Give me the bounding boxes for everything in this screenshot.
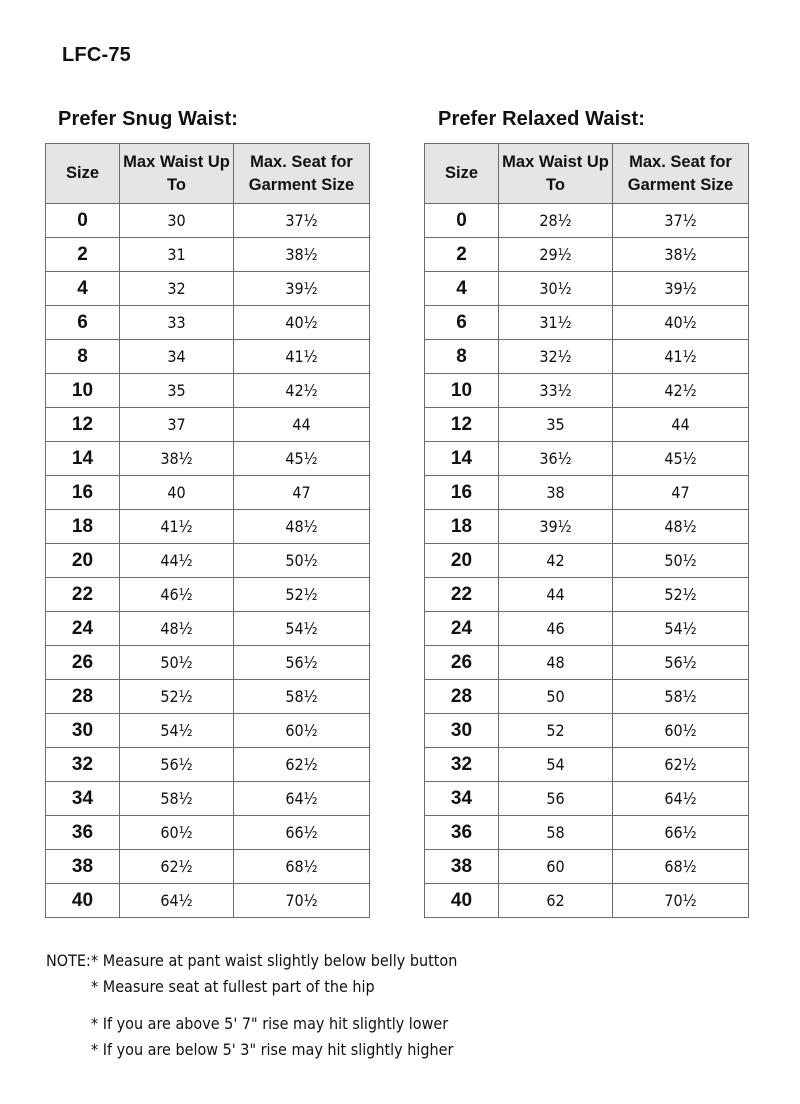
- max-waist-cell: 38½: [120, 442, 234, 476]
- max-seat-cell: 42½: [234, 374, 370, 408]
- table-row: [46, 680, 370, 714]
- table-row: [46, 272, 370, 306]
- max-seat-cell: 44: [234, 408, 370, 442]
- table-row: [46, 884, 370, 918]
- size-cell: 32: [46, 748, 120, 782]
- max-seat-cell: 47: [234, 476, 370, 510]
- size-cell: 30: [425, 714, 499, 748]
- max-seat-cell: 45½: [234, 442, 370, 476]
- size-cell: 32: [425, 748, 499, 782]
- size-cell: 40: [425, 884, 499, 918]
- max-seat-cell: 66½: [234, 816, 370, 850]
- table-row: [46, 476, 370, 510]
- max-waist-cell: 32½: [499, 340, 613, 374]
- size-cell: 0: [46, 204, 120, 238]
- max-waist-cell: 30: [120, 204, 234, 238]
- max-waist-cell: 52: [499, 714, 613, 748]
- size-cell: 16: [425, 476, 499, 510]
- max-seat-cell: 52½: [234, 578, 370, 612]
- table-row: [425, 204, 749, 238]
- relaxed-waist-heading: Prefer Relaxed Waist:: [438, 108, 645, 130]
- max-seat-cell: 52½: [613, 578, 749, 612]
- size-cell: 26: [425, 646, 499, 680]
- max-waist-cell: 42: [499, 544, 613, 578]
- max-waist-cell: 60½: [120, 816, 234, 850]
- max-seat-cell: 56½: [613, 646, 749, 680]
- snug-waist-table: [45, 143, 370, 918]
- max-seat-cell: 54½: [234, 612, 370, 646]
- size-cell: 2: [46, 238, 120, 272]
- max-seat-cell: 58½: [234, 680, 370, 714]
- table-row: [46, 374, 370, 408]
- size-cell: 28: [425, 680, 499, 714]
- max-waist-cell: 37: [120, 408, 234, 442]
- max-waist-cell: 48: [499, 646, 613, 680]
- note-label: NOTE:: [46, 951, 91, 970]
- size-cell: 4: [425, 272, 499, 306]
- max-waist-cell: 46: [499, 612, 613, 646]
- table-header-row: [425, 144, 749, 204]
- size-cell: 20: [425, 544, 499, 578]
- table-row: [425, 510, 749, 544]
- table-row: [46, 544, 370, 578]
- max-seat-cell: 68½: [613, 850, 749, 884]
- max-waist-cell: 50½: [120, 646, 234, 680]
- size-cell: 36: [425, 816, 499, 850]
- max-seat-cell: 48½: [234, 510, 370, 544]
- max-seat-cell: 62½: [234, 748, 370, 782]
- table-row: [46, 782, 370, 816]
- size-cell: 38: [46, 850, 120, 884]
- max-waist-column-header: Max Waist Up To: [499, 144, 613, 204]
- note-line: * If you are above 5' 7" rise may hit slightly lower: [91, 1014, 449, 1033]
- size-cell: 38: [425, 850, 499, 884]
- max-waist-cell: 56½: [120, 748, 234, 782]
- size-cell: 18: [425, 510, 499, 544]
- max-seat-cell: 68½: [234, 850, 370, 884]
- max-seat-cell: 50½: [234, 544, 370, 578]
- table-row: [46, 646, 370, 680]
- max-waist-cell: 46½: [120, 578, 234, 612]
- size-cell: 12: [46, 408, 120, 442]
- max-waist-cell: 62½: [120, 850, 234, 884]
- size-column-header: Size: [46, 144, 120, 204]
- max-seat-cell: 44: [613, 408, 749, 442]
- max-seat-cell: 37½: [234, 204, 370, 238]
- max-waist-cell: 29½: [499, 238, 613, 272]
- table-row: [46, 306, 370, 340]
- size-cell: 36: [46, 816, 120, 850]
- max-seat-cell: 50½: [613, 544, 749, 578]
- size-cell: 10: [425, 374, 499, 408]
- table-row: [425, 238, 749, 272]
- max-waist-cell: 54: [499, 748, 613, 782]
- max-waist-cell: 31½: [499, 306, 613, 340]
- max-seat-cell: 70½: [234, 884, 370, 918]
- relaxed-waist-table: [424, 143, 749, 918]
- size-cell: 28: [46, 680, 120, 714]
- max-waist-cell: 35: [120, 374, 234, 408]
- max-waist-cell: 34: [120, 340, 234, 374]
- max-waist-cell: 58: [499, 816, 613, 850]
- max-seat-cell: 58½: [613, 680, 749, 714]
- max-seat-cell: 42½: [613, 374, 749, 408]
- max-waist-cell: 62: [499, 884, 613, 918]
- size-column-header: Size: [425, 144, 499, 204]
- table-row: [46, 816, 370, 850]
- max-seat-cell: 47: [613, 476, 749, 510]
- size-cell: 8: [425, 340, 499, 374]
- table-row: [46, 850, 370, 884]
- max-seat-cell: 54½: [613, 612, 749, 646]
- note-line: * Measure seat at fullest part of the hip: [91, 977, 375, 996]
- size-cell: 6: [46, 306, 120, 340]
- max-waist-cell: 64½: [120, 884, 234, 918]
- table-row: [425, 816, 749, 850]
- max-waist-cell: 52½: [120, 680, 234, 714]
- size-cell: 40: [46, 884, 120, 918]
- max-waist-cell: 32: [120, 272, 234, 306]
- table-row: [425, 748, 749, 782]
- max-waist-cell: 60: [499, 850, 613, 884]
- max-waist-cell: 33½: [499, 374, 613, 408]
- table-row: [46, 238, 370, 272]
- table-row: [425, 782, 749, 816]
- size-cell: 14: [46, 442, 120, 476]
- size-cell: 2: [425, 238, 499, 272]
- size-cell: 4: [46, 272, 120, 306]
- table-row: [425, 306, 749, 340]
- max-seat-cell: 38½: [234, 238, 370, 272]
- table-row: [425, 544, 749, 578]
- max-seat-cell: 45½: [613, 442, 749, 476]
- max-seat-cell: 39½: [234, 272, 370, 306]
- table-row: [425, 340, 749, 374]
- max-waist-cell: 35: [499, 408, 613, 442]
- table-row: [46, 714, 370, 748]
- size-cell: 0: [425, 204, 499, 238]
- size-cell: 20: [46, 544, 120, 578]
- max-seat-cell: 64½: [234, 782, 370, 816]
- table-row: [46, 510, 370, 544]
- size-cell: 34: [46, 782, 120, 816]
- snug-waist-heading: Prefer Snug Waist:: [58, 108, 238, 130]
- max-seat-cell: 64½: [613, 782, 749, 816]
- max-seat-cell: 40½: [613, 306, 749, 340]
- size-cell: 30: [46, 714, 120, 748]
- table-row: [425, 442, 749, 476]
- max-seat-column-header: Max. Seat for Garment Size: [234, 144, 370, 204]
- size-cell: 10: [46, 374, 120, 408]
- size-cell: 18: [46, 510, 120, 544]
- max-waist-cell: 56: [499, 782, 613, 816]
- size-cell: 26: [46, 646, 120, 680]
- max-seat-column-header: Max. Seat for Garment Size: [613, 144, 749, 204]
- table-row: [425, 408, 749, 442]
- max-waist-cell: 54½: [120, 714, 234, 748]
- table-header-row: [46, 144, 370, 204]
- table-row: [425, 476, 749, 510]
- max-waist-cell: 36½: [499, 442, 613, 476]
- table-row: [425, 884, 749, 918]
- table-row: [425, 374, 749, 408]
- size-cell: 12: [425, 408, 499, 442]
- table-row: [425, 612, 749, 646]
- table-row: [425, 272, 749, 306]
- max-waist-cell: 31: [120, 238, 234, 272]
- max-seat-cell: 66½: [613, 816, 749, 850]
- table-row: [46, 204, 370, 238]
- table-row: [425, 578, 749, 612]
- note-line: * Measure at pant waist slightly below belly button: [91, 951, 458, 970]
- max-seat-cell: 39½: [613, 272, 749, 306]
- table-row: [425, 646, 749, 680]
- table-row: [46, 408, 370, 442]
- size-cell: 16: [46, 476, 120, 510]
- max-waist-cell: 39½: [499, 510, 613, 544]
- max-seat-cell: 40½: [234, 306, 370, 340]
- table-row: [425, 680, 749, 714]
- max-waist-cell: 50: [499, 680, 613, 714]
- max-seat-cell: 60½: [613, 714, 749, 748]
- max-seat-cell: 41½: [234, 340, 370, 374]
- size-cell: 24: [425, 612, 499, 646]
- size-cell: 14: [425, 442, 499, 476]
- max-waist-cell: 28½: [499, 204, 613, 238]
- max-seat-cell: 38½: [613, 238, 749, 272]
- max-seat-cell: 41½: [613, 340, 749, 374]
- max-waist-cell: 40: [120, 476, 234, 510]
- size-cell: 22: [46, 578, 120, 612]
- table-row: [46, 442, 370, 476]
- max-waist-cell: 41½: [120, 510, 234, 544]
- table-row: [425, 714, 749, 748]
- max-seat-cell: 60½: [234, 714, 370, 748]
- max-seat-cell: 48½: [613, 510, 749, 544]
- model-title: LFC-75: [62, 44, 131, 66]
- max-seat-cell: 62½: [613, 748, 749, 782]
- size-cell: 6: [425, 306, 499, 340]
- table-row: [46, 748, 370, 782]
- note-line: * If you are below 5' 3" rise may hit slightly higher: [91, 1040, 454, 1059]
- max-waist-cell: 33: [120, 306, 234, 340]
- table-row: [425, 850, 749, 884]
- table-row: [46, 612, 370, 646]
- max-waist-cell: 44: [499, 578, 613, 612]
- max-waist-cell: 30½: [499, 272, 613, 306]
- max-waist-column-header: Max Waist Up To: [120, 144, 234, 204]
- max-waist-cell: 48½: [120, 612, 234, 646]
- size-cell: 8: [46, 340, 120, 374]
- table-row: [46, 578, 370, 612]
- max-waist-cell: 38: [499, 476, 613, 510]
- size-cell: 22: [425, 578, 499, 612]
- size-cell: 24: [46, 612, 120, 646]
- max-waist-cell: 58½: [120, 782, 234, 816]
- max-waist-cell: 44½: [120, 544, 234, 578]
- max-seat-cell: 37½: [613, 204, 749, 238]
- max-seat-cell: 56½: [234, 646, 370, 680]
- table-row: [46, 340, 370, 374]
- size-cell: 34: [425, 782, 499, 816]
- max-seat-cell: 70½: [613, 884, 749, 918]
